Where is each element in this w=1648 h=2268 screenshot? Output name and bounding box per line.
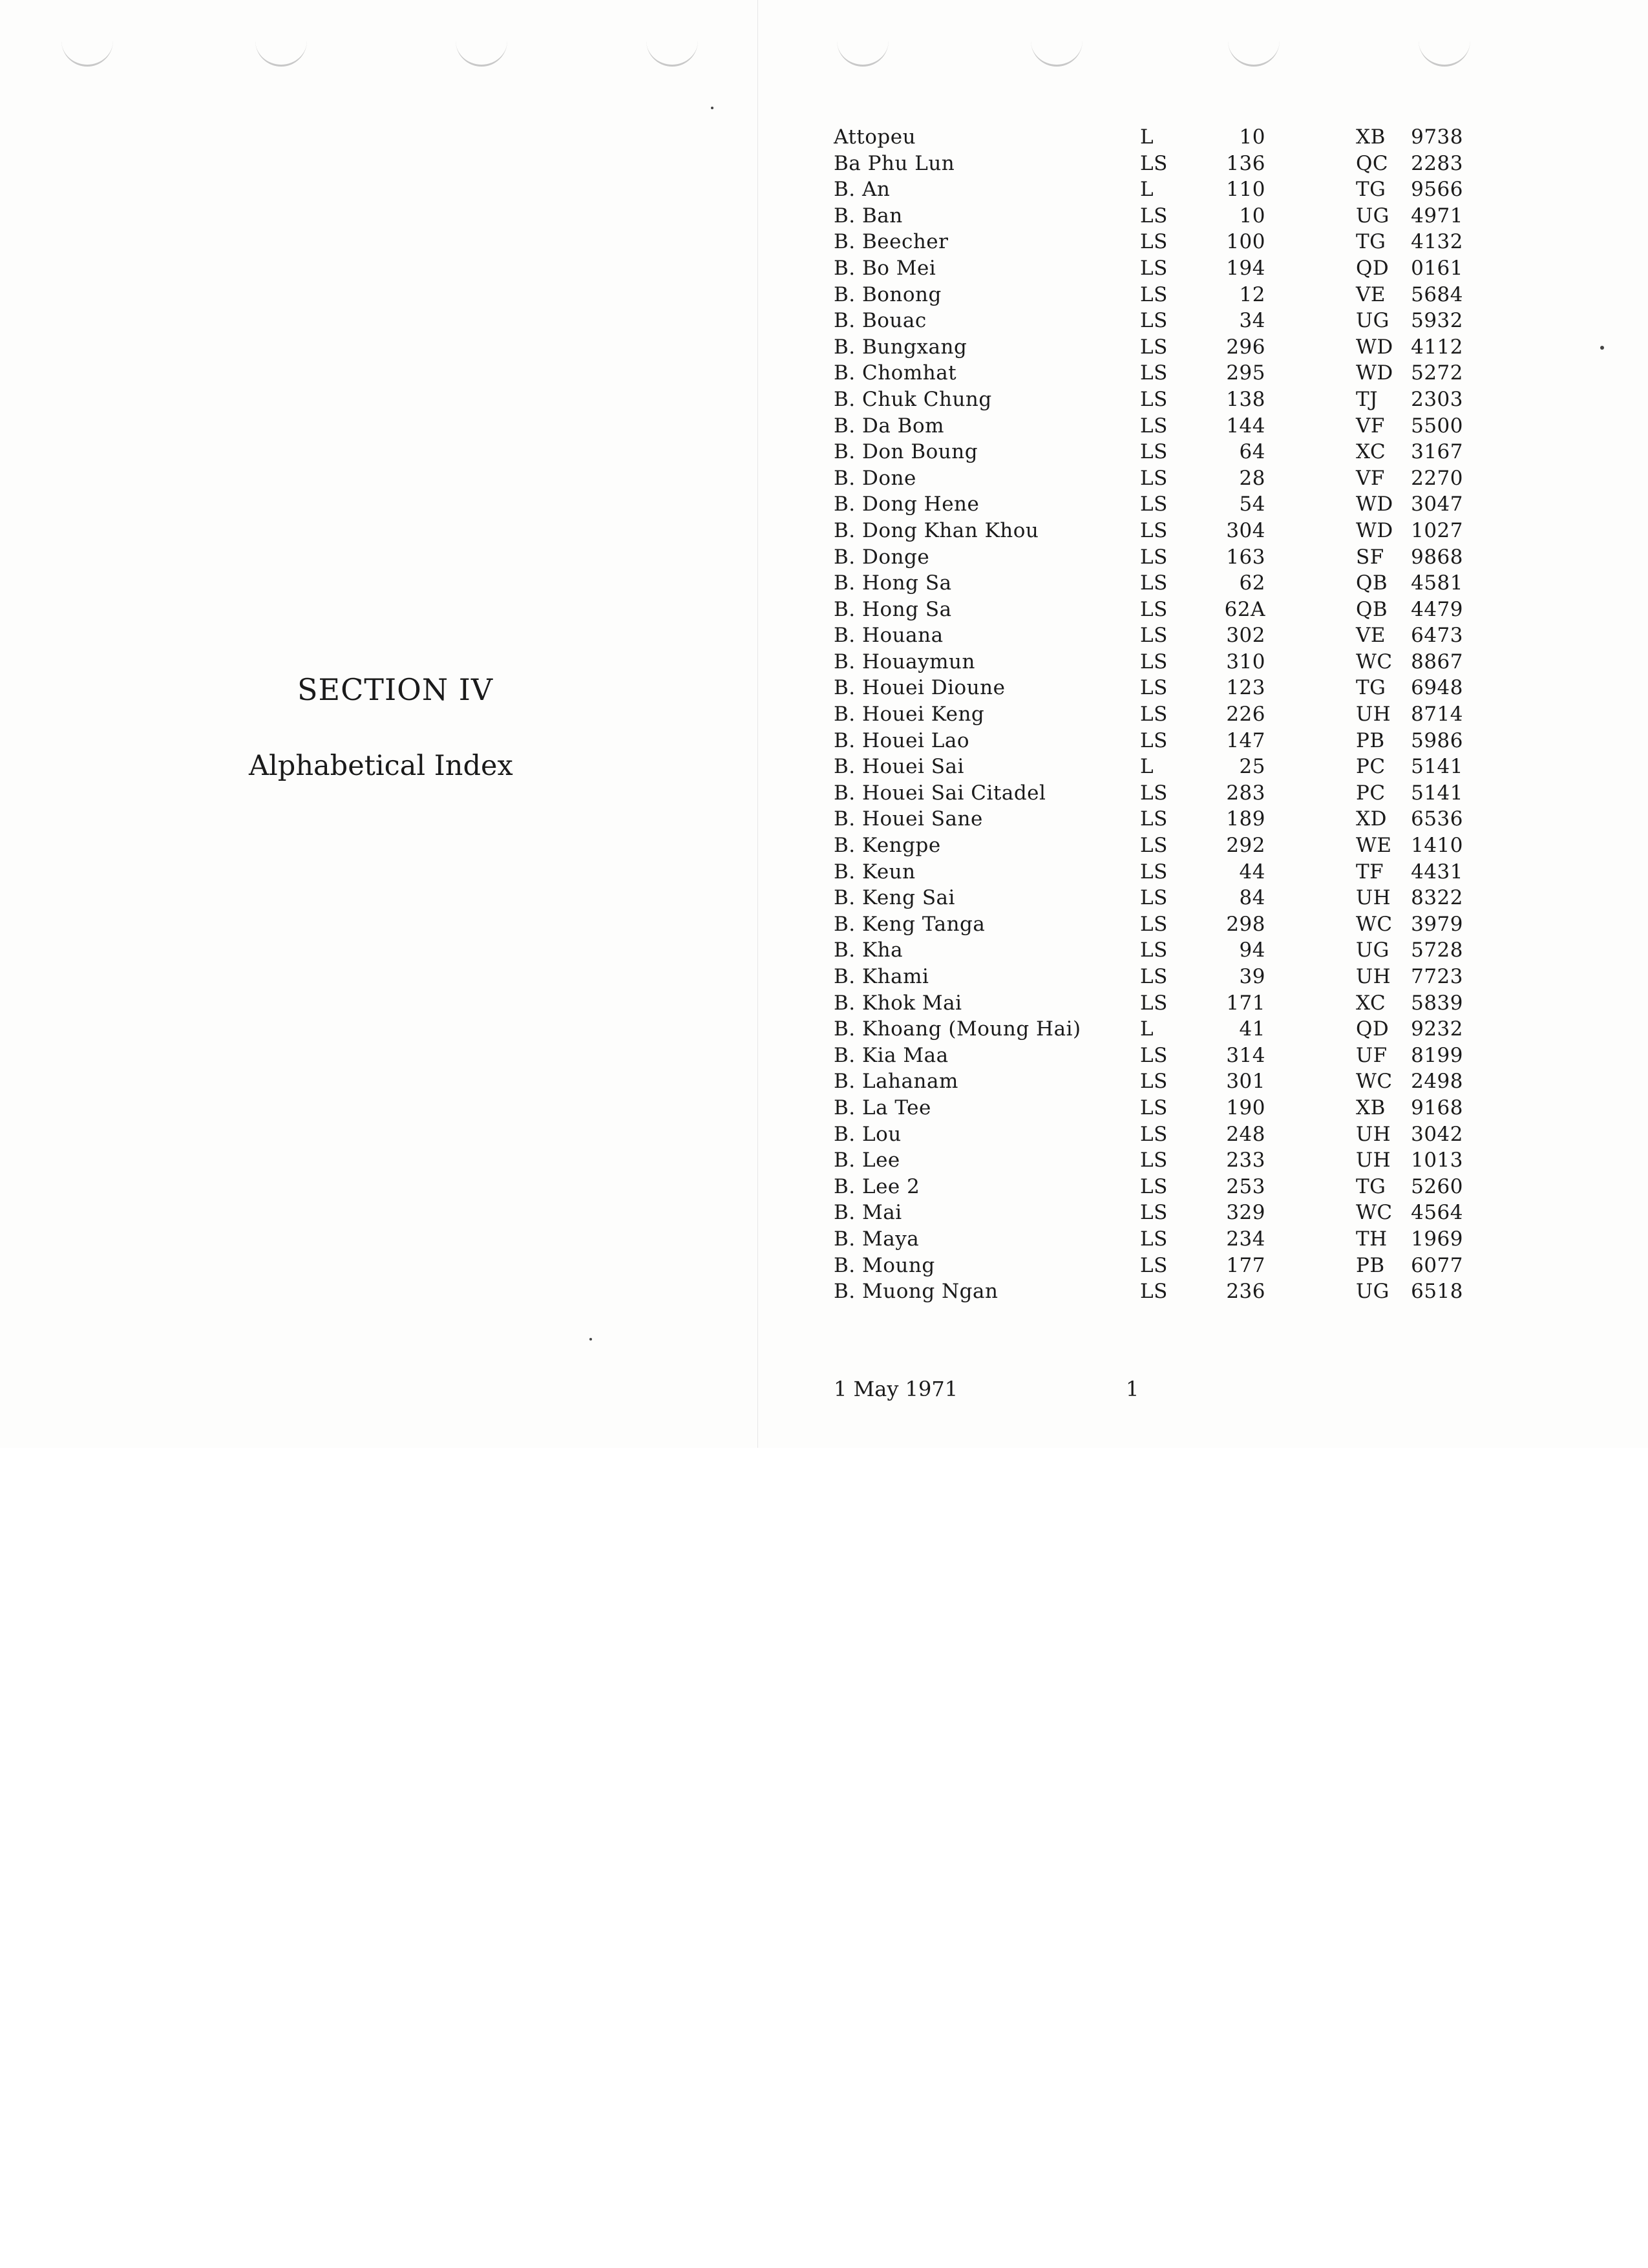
- entry-code: LS: [1140, 204, 1168, 228]
- entry-number: 12: [1239, 282, 1265, 306]
- entry-code: LS: [1140, 807, 1168, 831]
- index-row: [834, 1253, 1463, 1279]
- entry-code: LS: [1140, 1201, 1168, 1225]
- index-row: [834, 1068, 1463, 1095]
- entry-code: LS: [1140, 414, 1168, 438]
- entry-number: 190: [1226, 1096, 1265, 1119]
- scan-speck: [589, 1338, 592, 1341]
- scan-speck: [711, 107, 713, 109]
- index-row: [834, 675, 1463, 701]
- entry-name: B. Donge: [834, 545, 930, 569]
- entry-name: B. Khami: [834, 965, 929, 988]
- index-row: [834, 1016, 1463, 1043]
- index-row: [834, 413, 1463, 440]
- entry-coordinate: 9232: [1411, 1017, 1463, 1041]
- entry-name: B. Houei Lao: [834, 728, 969, 752]
- footer-date: 1 May 1971: [834, 1377, 958, 1401]
- section-title: SECTION IV: [297, 672, 494, 707]
- entry-coordinate: 5272: [1411, 361, 1463, 385]
- entry-code: LS: [1140, 282, 1168, 306]
- entry-name: B. Keng Tanga: [834, 912, 986, 936]
- index-row: [834, 229, 1463, 255]
- entry-grid: UF: [1356, 1043, 1388, 1067]
- entry-coordinate: 8714: [1411, 703, 1463, 726]
- index-row: [834, 255, 1463, 282]
- entry-number: 189: [1226, 807, 1265, 831]
- entry-name: B. Khok Mai: [834, 991, 962, 1015]
- entry-grid: UH: [1356, 703, 1391, 726]
- entry-number: 138: [1226, 387, 1265, 411]
- index-row: [834, 622, 1463, 649]
- entry-name: B. Dong Hene: [834, 493, 980, 516]
- entry-code: LS: [1140, 518, 1168, 542]
- entry-name: B. Bonong: [834, 282, 942, 306]
- entry-coordinate: 5260: [1411, 1174, 1463, 1198]
- alphabetical-index-table: [834, 124, 1463, 1305]
- entry-code: LS: [1140, 1174, 1168, 1198]
- index-row: [834, 544, 1463, 571]
- entry-grid: PB: [1356, 728, 1385, 752]
- entry-name: B. Chomhat: [834, 361, 957, 385]
- entry-name: B. Bouac: [834, 309, 927, 333]
- entry-grid: PC: [1356, 781, 1386, 805]
- index-row: [834, 465, 1463, 492]
- entry-coordinate: 3042: [1411, 1122, 1463, 1146]
- entry-code: LS: [1140, 834, 1168, 858]
- entry-coordinate: 4564: [1411, 1201, 1463, 1225]
- index-row: [834, 124, 1463, 151]
- entry-grid: UH: [1356, 965, 1391, 988]
- entry-name: B. Houana: [834, 624, 944, 648]
- entry-code: LS: [1140, 545, 1168, 569]
- entry-number: 94: [1239, 938, 1265, 962]
- index-row: [834, 701, 1463, 728]
- entry-code: LS: [1140, 728, 1168, 752]
- entry-grid: UG: [1356, 1280, 1389, 1304]
- entry-code: LS: [1140, 466, 1168, 490]
- entry-number: 39: [1239, 965, 1265, 988]
- entry-code: LS: [1140, 781, 1168, 805]
- index-row: [834, 859, 1463, 885]
- index-row: [834, 491, 1463, 518]
- index-row: [834, 1121, 1463, 1148]
- entry-name: B. Bungxang: [834, 335, 967, 359]
- section-subtitle: Alphabetical Index: [249, 750, 513, 782]
- index-row: [834, 334, 1463, 361]
- entry-coordinate: 2303: [1411, 387, 1463, 411]
- entry-name: B. Beecher: [834, 230, 949, 254]
- entry-code: LS: [1140, 886, 1168, 910]
- entry-coordinate: 6473: [1411, 624, 1463, 648]
- entry-grid: WC: [1356, 650, 1393, 673]
- entry-number: 194: [1226, 256, 1265, 280]
- index-row: [834, 360, 1463, 387]
- entry-number: 136: [1226, 151, 1265, 175]
- entry-code: LS: [1140, 571, 1168, 595]
- entry-number: 10: [1239, 204, 1265, 228]
- index-row: [834, 911, 1463, 938]
- entry-coordinate: 3167: [1411, 440, 1463, 464]
- index-row: [834, 1278, 1463, 1305]
- entry-name: B. Houaymun: [834, 650, 975, 673]
- entry-name: B. Maya: [834, 1227, 920, 1251]
- entry-grid: SF: [1356, 545, 1384, 569]
- entry-coordinate: 2498: [1411, 1070, 1463, 1094]
- entry-coordinate: 5932: [1411, 309, 1463, 333]
- entry-grid: VF: [1356, 414, 1385, 438]
- entry-coordinate: 5500: [1411, 414, 1463, 438]
- entry-name: B. Moung: [834, 1253, 935, 1277]
- entry-name: B. Houei Sai Citadel: [834, 781, 1046, 805]
- entry-grid: WC: [1356, 912, 1393, 936]
- index-row: [834, 1174, 1463, 1200]
- entry-code: L: [1140, 178, 1154, 202]
- index-row: [834, 282, 1463, 308]
- entry-code: LS: [1140, 676, 1168, 700]
- entry-name: B. Chuk Chung: [834, 387, 992, 411]
- entry-number: 110: [1226, 178, 1265, 202]
- entry-number: 302: [1226, 624, 1265, 648]
- entry-number: 10: [1239, 125, 1265, 149]
- entry-grid: QC: [1356, 151, 1389, 175]
- entry-code: LS: [1140, 440, 1168, 464]
- entry-grid: WC: [1356, 1201, 1393, 1225]
- entry-name: B. Kengpe: [834, 834, 941, 858]
- entry-number: 253: [1226, 1174, 1265, 1198]
- entry-grid: VE: [1356, 282, 1386, 306]
- entry-number: 310: [1226, 650, 1265, 673]
- entry-code: LS: [1140, 1227, 1168, 1251]
- entry-code: LS: [1140, 965, 1168, 988]
- entry-coordinate: 0161: [1411, 256, 1463, 280]
- entry-grid: WE: [1356, 834, 1392, 858]
- entry-number: 62A: [1224, 597, 1265, 621]
- entry-coordinate: 4112: [1411, 335, 1463, 359]
- entry-grid: TH: [1356, 1227, 1388, 1251]
- index-row: [834, 937, 1463, 964]
- page-number: 1: [1126, 1377, 1139, 1401]
- entry-name: B. Lahanam: [834, 1070, 958, 1094]
- entry-grid: TG: [1356, 1174, 1386, 1198]
- entry-code: LS: [1140, 256, 1168, 280]
- entry-code: LS: [1140, 650, 1168, 673]
- entry-code: LS: [1140, 335, 1168, 359]
- entry-code: LS: [1140, 361, 1168, 385]
- index-row: [834, 832, 1463, 859]
- entry-coordinate: 9566: [1411, 178, 1463, 202]
- index-row: [834, 964, 1463, 990]
- entry-number: 54: [1239, 493, 1265, 516]
- entry-number: 283: [1226, 781, 1265, 805]
- entry-coordinate: 1027: [1411, 518, 1463, 542]
- scan-speck: [1600, 346, 1604, 350]
- entry-grid: TG: [1356, 178, 1386, 202]
- entry-grid: WD: [1356, 335, 1393, 359]
- entry-name: B. Houei Sai: [834, 755, 964, 779]
- entry-name: B. Houei Sane: [834, 807, 983, 831]
- entry-number: 295: [1226, 361, 1265, 385]
- entry-coordinate: 1969: [1411, 1227, 1463, 1251]
- entry-grid: UG: [1356, 309, 1389, 333]
- entry-grid: WD: [1356, 361, 1393, 385]
- entry-name: B. Keun: [834, 860, 916, 884]
- entry-number: 28: [1239, 466, 1265, 490]
- entry-grid: PC: [1356, 755, 1386, 779]
- entry-coordinate: 4581: [1411, 571, 1463, 595]
- index-row: [834, 806, 1463, 832]
- entry-coordinate: 7723: [1411, 965, 1463, 988]
- index-row: [834, 1147, 1463, 1174]
- entry-number: 234: [1226, 1227, 1265, 1251]
- index-row: [834, 597, 1463, 623]
- index-row: [834, 308, 1463, 334]
- entry-coordinate: 5684: [1411, 282, 1463, 306]
- index-row: [834, 1043, 1463, 1069]
- index-body: [834, 124, 1463, 1305]
- entry-coordinate: 4132: [1411, 230, 1463, 254]
- entry-coordinate: 6536: [1411, 807, 1463, 831]
- entry-code: LS: [1140, 703, 1168, 726]
- page-fold-line: [757, 0, 758, 1448]
- entry-coordinate: 6518: [1411, 1280, 1463, 1304]
- entry-code: LS: [1140, 991, 1168, 1015]
- entry-coordinate: 4479: [1411, 597, 1463, 621]
- entry-name: B. Bo Mei: [834, 256, 936, 280]
- entry-coordinate: 5986: [1411, 728, 1463, 752]
- entry-coordinate: 5728: [1411, 938, 1463, 962]
- entry-name: B. Keng Sai: [834, 886, 955, 910]
- entry-grid: TF: [1356, 860, 1384, 884]
- entry-name: B. Kia Maa: [834, 1043, 949, 1067]
- entry-name: B. Lou: [834, 1122, 902, 1146]
- entry-code: LS: [1140, 938, 1168, 962]
- entry-code: LS: [1140, 1096, 1168, 1119]
- entry-number: 84: [1239, 886, 1265, 910]
- entry-name: B. Muong Ngan: [834, 1280, 998, 1304]
- index-row: [834, 1095, 1463, 1121]
- entry-number: 226: [1226, 703, 1265, 726]
- index-row: [834, 990, 1463, 1017]
- entry-coordinate: 6948: [1411, 676, 1463, 700]
- index-row: [834, 1226, 1463, 1253]
- entry-coordinate: 8867: [1411, 650, 1463, 673]
- entry-number: 292: [1226, 834, 1265, 858]
- entry-coordinate: 4971: [1411, 204, 1463, 228]
- entry-code: LS: [1140, 860, 1168, 884]
- entry-name: B. Lee 2: [834, 1174, 920, 1198]
- index-row: [834, 885, 1463, 911]
- entry-number: 301: [1226, 1070, 1265, 1094]
- index-row: [834, 570, 1463, 597]
- index-row: [834, 780, 1463, 807]
- entry-coordinate: 8322: [1411, 886, 1463, 910]
- entry-number: 144: [1226, 414, 1265, 438]
- entry-number: 177: [1226, 1253, 1265, 1277]
- entry-code: LS: [1140, 1070, 1168, 1094]
- entry-name: Attopeu: [834, 125, 916, 149]
- entry-coordinate: 4431: [1411, 860, 1463, 884]
- index-row: [834, 728, 1463, 754]
- entry-coordinate: 2270: [1411, 466, 1463, 490]
- entry-code: LS: [1140, 309, 1168, 333]
- entry-coordinate: 6077: [1411, 1253, 1463, 1277]
- entry-number: 298: [1226, 912, 1265, 936]
- index-row: [834, 151, 1463, 177]
- entry-name: B. Lee: [834, 1149, 900, 1172]
- entry-name: B. An: [834, 178, 891, 202]
- entry-grid: XD: [1356, 807, 1387, 831]
- index-row: [834, 1200, 1463, 1226]
- entry-grid: TG: [1356, 230, 1386, 254]
- entry-code: LS: [1140, 624, 1168, 648]
- entry-number: 171: [1226, 991, 1265, 1015]
- entry-coordinate: 8199: [1411, 1043, 1463, 1067]
- entry-number: 100: [1226, 230, 1265, 254]
- entry-grid: TJ: [1356, 387, 1379, 411]
- entry-name: B. Houei Keng: [834, 703, 985, 726]
- entry-name: B. Ban: [834, 204, 903, 228]
- index-row: [834, 203, 1463, 229]
- entry-coordinate: 2283: [1411, 151, 1463, 175]
- entry-grid: TG: [1356, 676, 1386, 700]
- entry-name: Ba Phu Lun: [834, 151, 955, 175]
- entry-code: LS: [1140, 912, 1168, 936]
- index-row: [834, 176, 1463, 203]
- entry-grid: QB: [1356, 597, 1388, 621]
- entry-number: 41: [1239, 1017, 1265, 1041]
- entry-grid: WC: [1356, 1070, 1393, 1094]
- entry-number: 34: [1239, 309, 1265, 333]
- entry-code: LS: [1140, 597, 1168, 621]
- entry-coordinate: 9738: [1411, 125, 1463, 149]
- entry-code: LS: [1140, 493, 1168, 516]
- entry-code: LS: [1140, 151, 1168, 175]
- entry-number: 248: [1226, 1122, 1265, 1146]
- entry-number: 44: [1239, 860, 1265, 884]
- entry-grid: XC: [1356, 991, 1386, 1015]
- entry-name: B. Houei Dioune: [834, 676, 1006, 700]
- entry-name: B. Khoang (Moung Hai): [834, 1017, 1081, 1041]
- entry-coordinate: 1410: [1411, 834, 1463, 858]
- entry-name: B. La Tee: [834, 1096, 931, 1119]
- entry-name: B. Hong Sa: [834, 597, 952, 621]
- entry-name: B. Mai: [834, 1201, 902, 1225]
- entry-number: 64: [1239, 440, 1265, 464]
- entry-number: 62: [1239, 571, 1265, 595]
- index-row: [834, 754, 1463, 780]
- entry-number: 314: [1226, 1043, 1265, 1067]
- entry-code: LS: [1140, 1122, 1168, 1146]
- entry-code: L: [1140, 755, 1154, 779]
- index-row: [834, 439, 1463, 465]
- entry-number: 233: [1226, 1149, 1265, 1172]
- entry-number: 147: [1226, 728, 1265, 752]
- entry-name: B. Kha: [834, 938, 903, 962]
- entry-code: LS: [1140, 230, 1168, 254]
- entry-grid: UH: [1356, 1122, 1391, 1146]
- entry-grid: VF: [1356, 466, 1385, 490]
- entry-coordinate: 5141: [1411, 781, 1463, 805]
- entry-grid: WD: [1356, 493, 1393, 516]
- entry-coordinate: 3047: [1411, 493, 1463, 516]
- entry-grid: QB: [1356, 571, 1388, 595]
- entry-code: L: [1140, 1017, 1154, 1041]
- index-row: [834, 518, 1463, 544]
- entry-grid: VE: [1356, 624, 1386, 648]
- entry-grid: XB: [1356, 1096, 1386, 1119]
- entry-coordinate: 9168: [1411, 1096, 1463, 1119]
- entry-grid: UG: [1356, 204, 1389, 228]
- entry-number: 329: [1226, 1201, 1265, 1225]
- entry-code: L: [1140, 125, 1154, 149]
- entry-number: 123: [1226, 676, 1265, 700]
- entry-grid: UH: [1356, 1149, 1391, 1172]
- entry-coordinate: 1013: [1411, 1149, 1463, 1172]
- entry-grid: QD: [1356, 1017, 1389, 1041]
- entry-coordinate: 5839: [1411, 991, 1463, 1015]
- entry-code: LS: [1140, 387, 1168, 411]
- entry-code: LS: [1140, 1280, 1168, 1304]
- entry-name: B. Done: [834, 466, 916, 490]
- entry-grid: QD: [1356, 256, 1389, 280]
- entry-coordinate: 3979: [1411, 912, 1463, 936]
- entry-name: B. Dong Khan Khou: [834, 518, 1039, 542]
- entry-grid: WD: [1356, 518, 1393, 542]
- entry-name: B. Hong Sa: [834, 571, 952, 595]
- entry-coordinate: 9868: [1411, 545, 1463, 569]
- entry-grid: XB: [1356, 125, 1386, 149]
- entry-name: B. Don Boung: [834, 440, 978, 464]
- entry-number: 163: [1226, 545, 1265, 569]
- entry-code: LS: [1140, 1043, 1168, 1067]
- entry-number: 296: [1226, 335, 1265, 359]
- index-row: [834, 387, 1463, 413]
- entry-number: 304: [1226, 518, 1265, 542]
- entry-number: 25: [1239, 755, 1265, 779]
- entry-grid: UG: [1356, 938, 1389, 962]
- entry-code: LS: [1140, 1149, 1168, 1172]
- entry-grid: PB: [1356, 1253, 1385, 1277]
- index-row: [834, 649, 1463, 675]
- entry-code: LS: [1140, 1253, 1168, 1277]
- entry-grid: XC: [1356, 440, 1386, 464]
- entry-coordinate: 5141: [1411, 755, 1463, 779]
- entry-grid: UH: [1356, 886, 1391, 910]
- entry-name: B. Da Bom: [834, 414, 945, 438]
- entry-number: 236: [1226, 1280, 1265, 1304]
